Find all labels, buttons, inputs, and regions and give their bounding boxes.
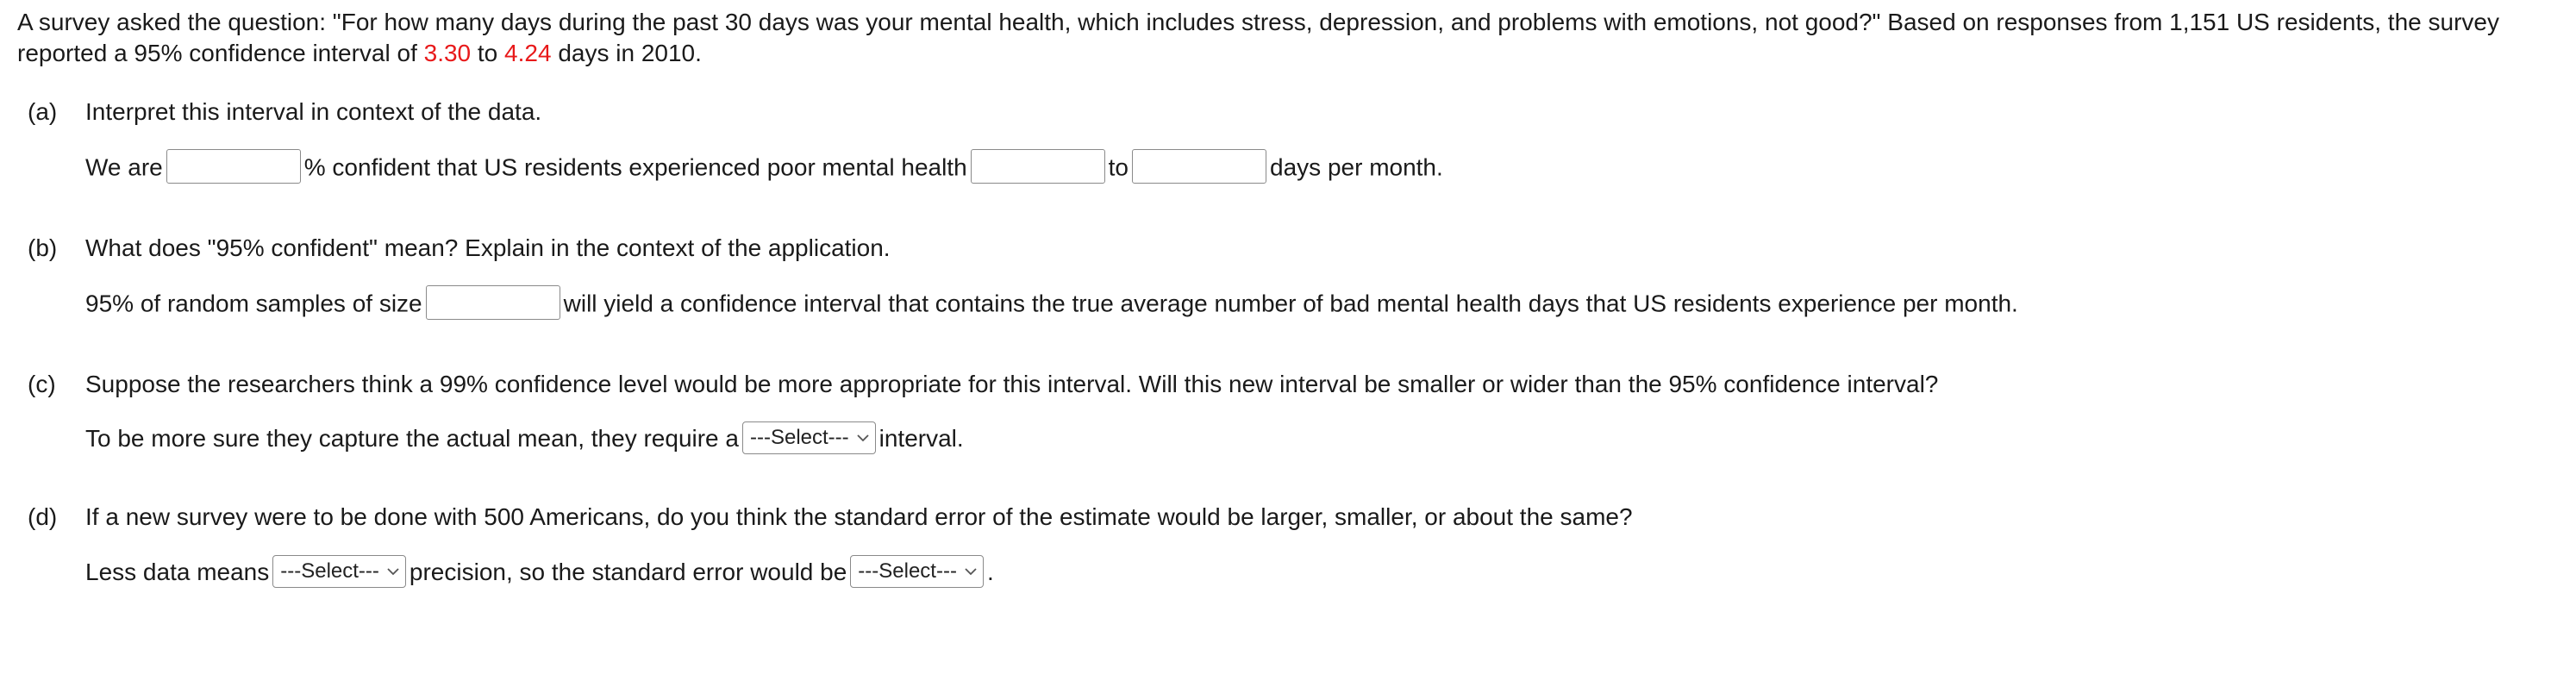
- standard-error-select[interactable]: [850, 555, 984, 588]
- intro-to: to: [471, 40, 505, 66]
- part-d-question-text: If a new survey were to be done with 500 Americans, do you think the standard error of the estimate would be larger, smaller, or about the same?: [85, 503, 1633, 530]
- part-a-text-2: % confident that US residents experienced poor mental health: [303, 153, 967, 181]
- part-d-answer: [85, 557, 994, 590]
- intro-text-end: days in 2010.: [551, 40, 702, 66]
- confidence-level-input[interactable]: [166, 149, 301, 184]
- part-c-text-2: interval.: [878, 425, 964, 452]
- part-b-answer: [85, 288, 2018, 322]
- sample-size-input[interactable]: [426, 285, 560, 320]
- part-a-answer: [85, 152, 1443, 186]
- part-c-question-text: Suppose the researchers think a 99% confidence level would be more appropriate for this interval. Will this new interval be smaller or wider than the 95% confidence interval?: [85, 371, 1939, 397]
- interval-width-select-value: ---Select---: [749, 425, 849, 449]
- part-d-letter: (d): [28, 503, 58, 530]
- part-d-text-3: .: [986, 559, 994, 585]
- part-b-text-1: 95% of random samples of size: [85, 290, 422, 317]
- part-b-question-text: What does "95% confident" mean? Explain in the context of the application.: [85, 234, 891, 261]
- chevron-down-icon: [386, 565, 400, 578]
- part-a-text-3: to: [1108, 153, 1129, 181]
- problem-intro: [17, 7, 2543, 69]
- part-d-text-2: precision, so the standard error would be: [409, 559, 847, 585]
- interval-width-select[interactable]: [742, 421, 876, 454]
- chevron-down-icon: [964, 565, 978, 578]
- part-a-text-1: We are: [85, 153, 163, 181]
- interval-low: 3.30: [423, 40, 472, 66]
- part-a-question: [28, 97, 541, 128]
- part-c-letter: (c): [28, 371, 56, 397]
- part-c-question: [28, 369, 1938, 400]
- interval-high: 4.24: [504, 40, 552, 66]
- part-c-answer: [85, 423, 964, 457]
- interval-lower-input[interactable]: [971, 149, 1105, 184]
- precision-select-value: ---Select---: [280, 559, 379, 583]
- precision-select[interactable]: [272, 555, 406, 588]
- part-c-text-1: To be more sure they capture the actual mean, they require a: [85, 425, 739, 452]
- part-d-text-1: Less data means: [85, 559, 270, 585]
- part-b-text-2: will yield a confidence interval that contains the true average number of bad mental health days that US residents experience per month.: [563, 290, 2018, 317]
- interval-upper-input[interactable]: [1132, 149, 1266, 184]
- part-a-text-4: days per month.: [1270, 153, 1443, 181]
- standard-error-select-value: ---Select---: [858, 559, 957, 583]
- part-a-question-text: Interpret this interval in context of the data.: [85, 98, 542, 125]
- part-b-letter: (b): [28, 234, 58, 261]
- chevron-down-icon: [856, 431, 870, 445]
- part-a-letter: (a): [28, 98, 58, 125]
- intro-text-start: A survey asked the question: "For how many days during the past 30 days was your mental health, which includes stress, depression, and problems with emotions, not good?" Based on responses from 1,151 US residents, the survey reported a 95% confidence interval of: [17, 9, 2499, 66]
- part-d-question: [28, 502, 1633, 533]
- part-b-question: [28, 233, 891, 264]
